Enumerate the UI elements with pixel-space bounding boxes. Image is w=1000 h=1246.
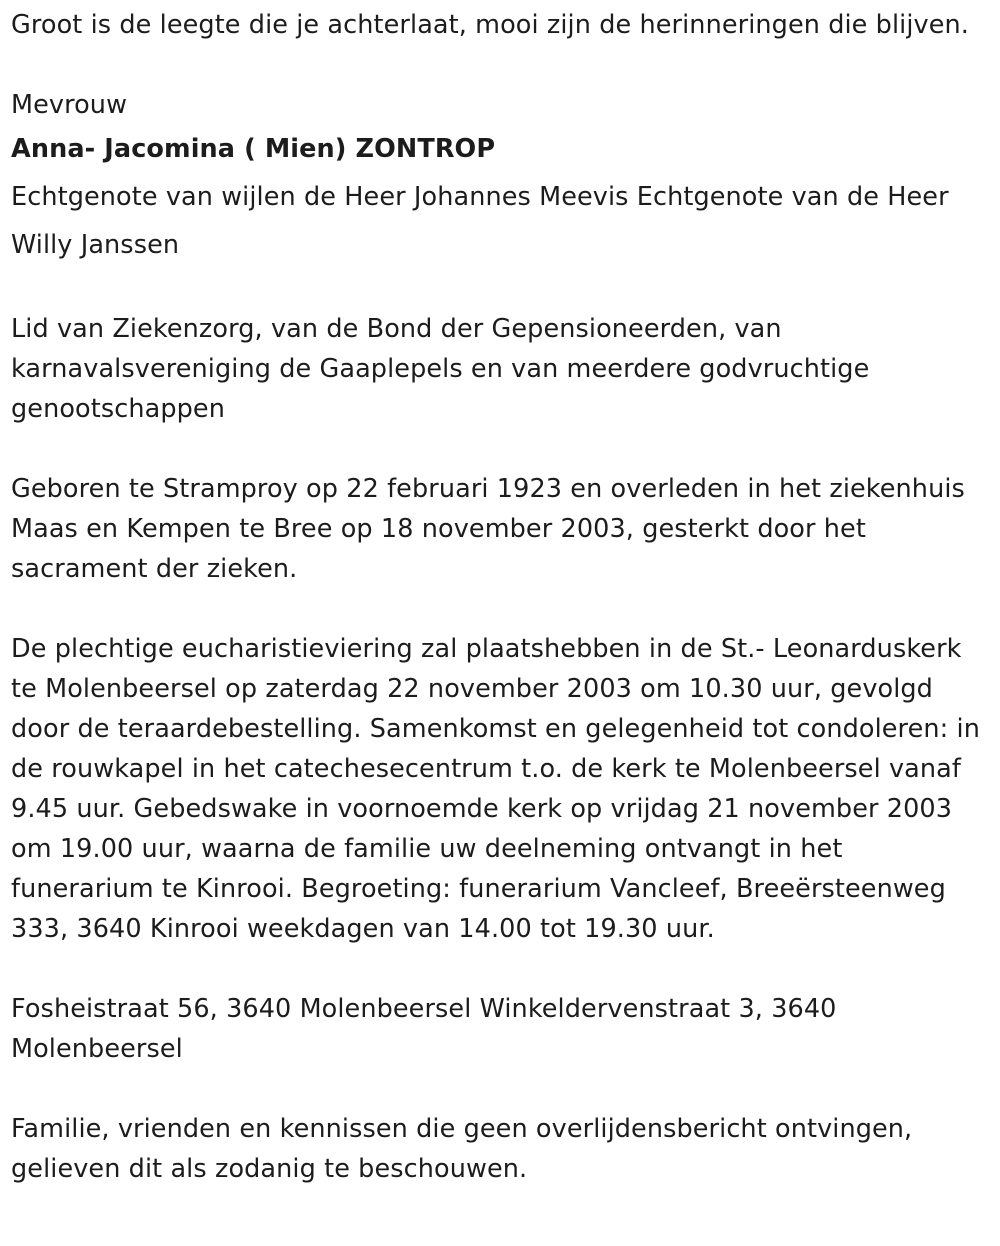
closing-text: Familie, vrienden en kennissen die geen overlijdensbericht ontvingen, gelieven dit als zodanig te beschouwen. [11, 1114, 913, 1184]
spouse-info: Echtgenote van wijlen de Heer Johannes Meevis Echtgenote van de Heer Willy Janssen [11, 182, 949, 260]
addresses-text: Fosheistraat 56, 3640 Molenbeersel Winkeldervenstraat 3, 3640 Molenbeersel [11, 994, 837, 1064]
motto-text: Groot is de leegte die je achterlaat, mooi zijn de herinneringen die blijven. [11, 10, 969, 40]
memberships-text: Lid van Ziekenzorg, van de Bond der Gepensioneerden, van karnavalsvereniging de Gaaplepels en van meerdere godvruchtige genootschappen [11, 314, 870, 424]
deceased-name: Anna- Jacomina ( Mien) ZONTROP [11, 134, 496, 164]
birth-death-text: Geboren te Stramproy op 22 februari 1923 en overleden in het ziekenhuis Maas en Kempen te Bree op 18 november 2003, gesterkt door het sacrament der zieken. [11, 474, 965, 584]
ceremony-text: De plechtige eucharistieviering zal plaatshebben in de St.- Leonarduskerk te Molenbeersel op zaterdag 22 november 2003 om 10.30 uur, gevolgd door de teraardebestelling. Samenkomst en gelegenheid tot condoleren: in de rouwkapel in het catechesecentrum t.o. de kerk te Molenbeersel vanaf 9.45 uur. Gebedswake in voornoemde kerk op vrijdag 21 november 2003 om 19.00 uur, waarna de familie uw deelneming ontvangt in het funerarium te Kinrooi. Begroeting: funerarium Vancleef, Breeërsteenweg 333, 3640 Kinrooi weekdagen van 14.00 tot 19.30 uur. [11, 634, 980, 944]
honorific-title: Mevrouw [11, 90, 128, 120]
